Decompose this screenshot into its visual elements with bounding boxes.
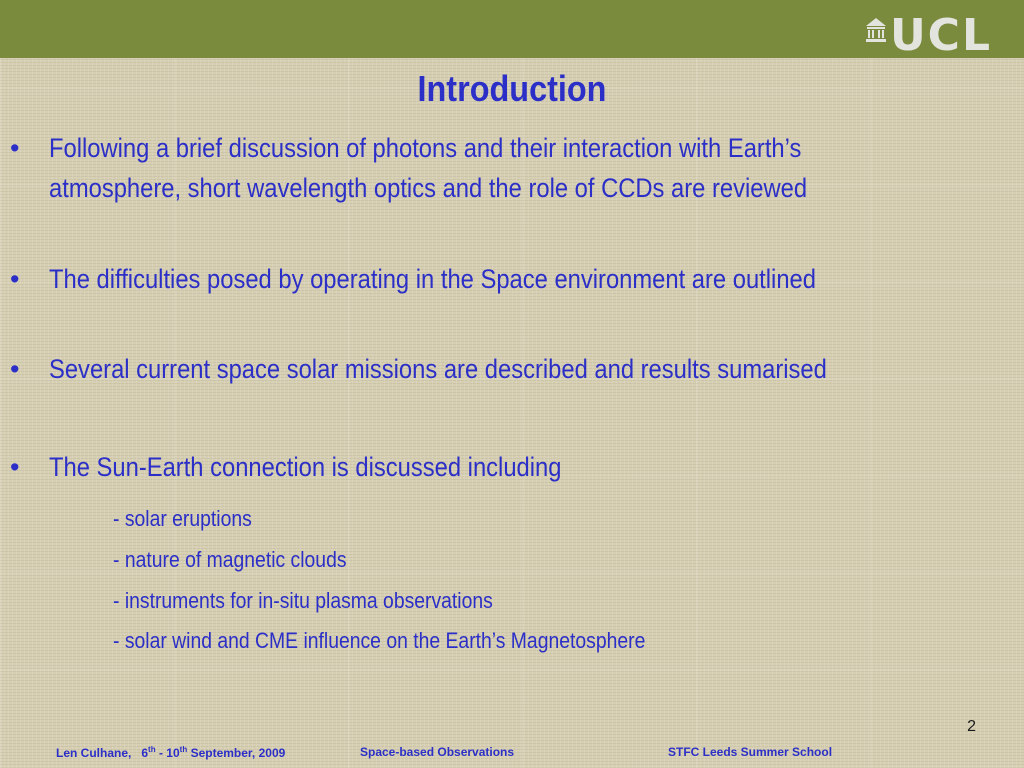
footer-date-rest: September, 2009 [190, 746, 286, 760]
bullet-marker: • [10, 452, 20, 482]
footer-course: Space-based Observations [360, 745, 515, 759]
slide-title: Introduction [417, 68, 607, 109]
footer-start-suffix: th [148, 745, 156, 754]
bullet-marker: • [10, 133, 20, 163]
header-bar [0, 0, 1024, 61]
footer-author: Len Culhane, [56, 746, 132, 760]
ucl-logo [866, 10, 992, 61]
footer-end-day: 10 [166, 746, 180, 760]
footer-author-date [56, 745, 285, 760]
sub-item: - solar wind and CME influence on the Earth’s Magnetosphere [113, 628, 646, 653]
sub-item: - solar eruptions [113, 506, 252, 531]
footer-date-separator: - [158, 746, 163, 760]
bullet-text: Several current space solar missions are described and results sumarised [49, 354, 827, 384]
footer-school: STFC Leeds Summer School [668, 745, 833, 759]
bullet-text: The difficulties posed by operating in the Space environment are outlined [49, 264, 816, 294]
footer-end-suffix: th [179, 745, 188, 754]
logo-text: UCL [889, 10, 992, 61]
footer-start-day: 6 [141, 746, 149, 760]
page-number: 2 [967, 718, 976, 735]
bullet-marker: • [10, 354, 20, 384]
bullet-text: The Sun-Earth connection is discussed including [49, 452, 562, 482]
sub-item: - instruments for in-situ plasma observations [113, 588, 493, 613]
portico-icon [866, 18, 886, 42]
bullet-text: Following a brief discussion of photons and their interaction with Earth’s atmosphere, short wavelength optics and the role of CCDs are reviewed [49, 133, 808, 203]
bullet-marker: • [10, 264, 20, 294]
sub-item: - nature of magnetic clouds [113, 547, 347, 572]
